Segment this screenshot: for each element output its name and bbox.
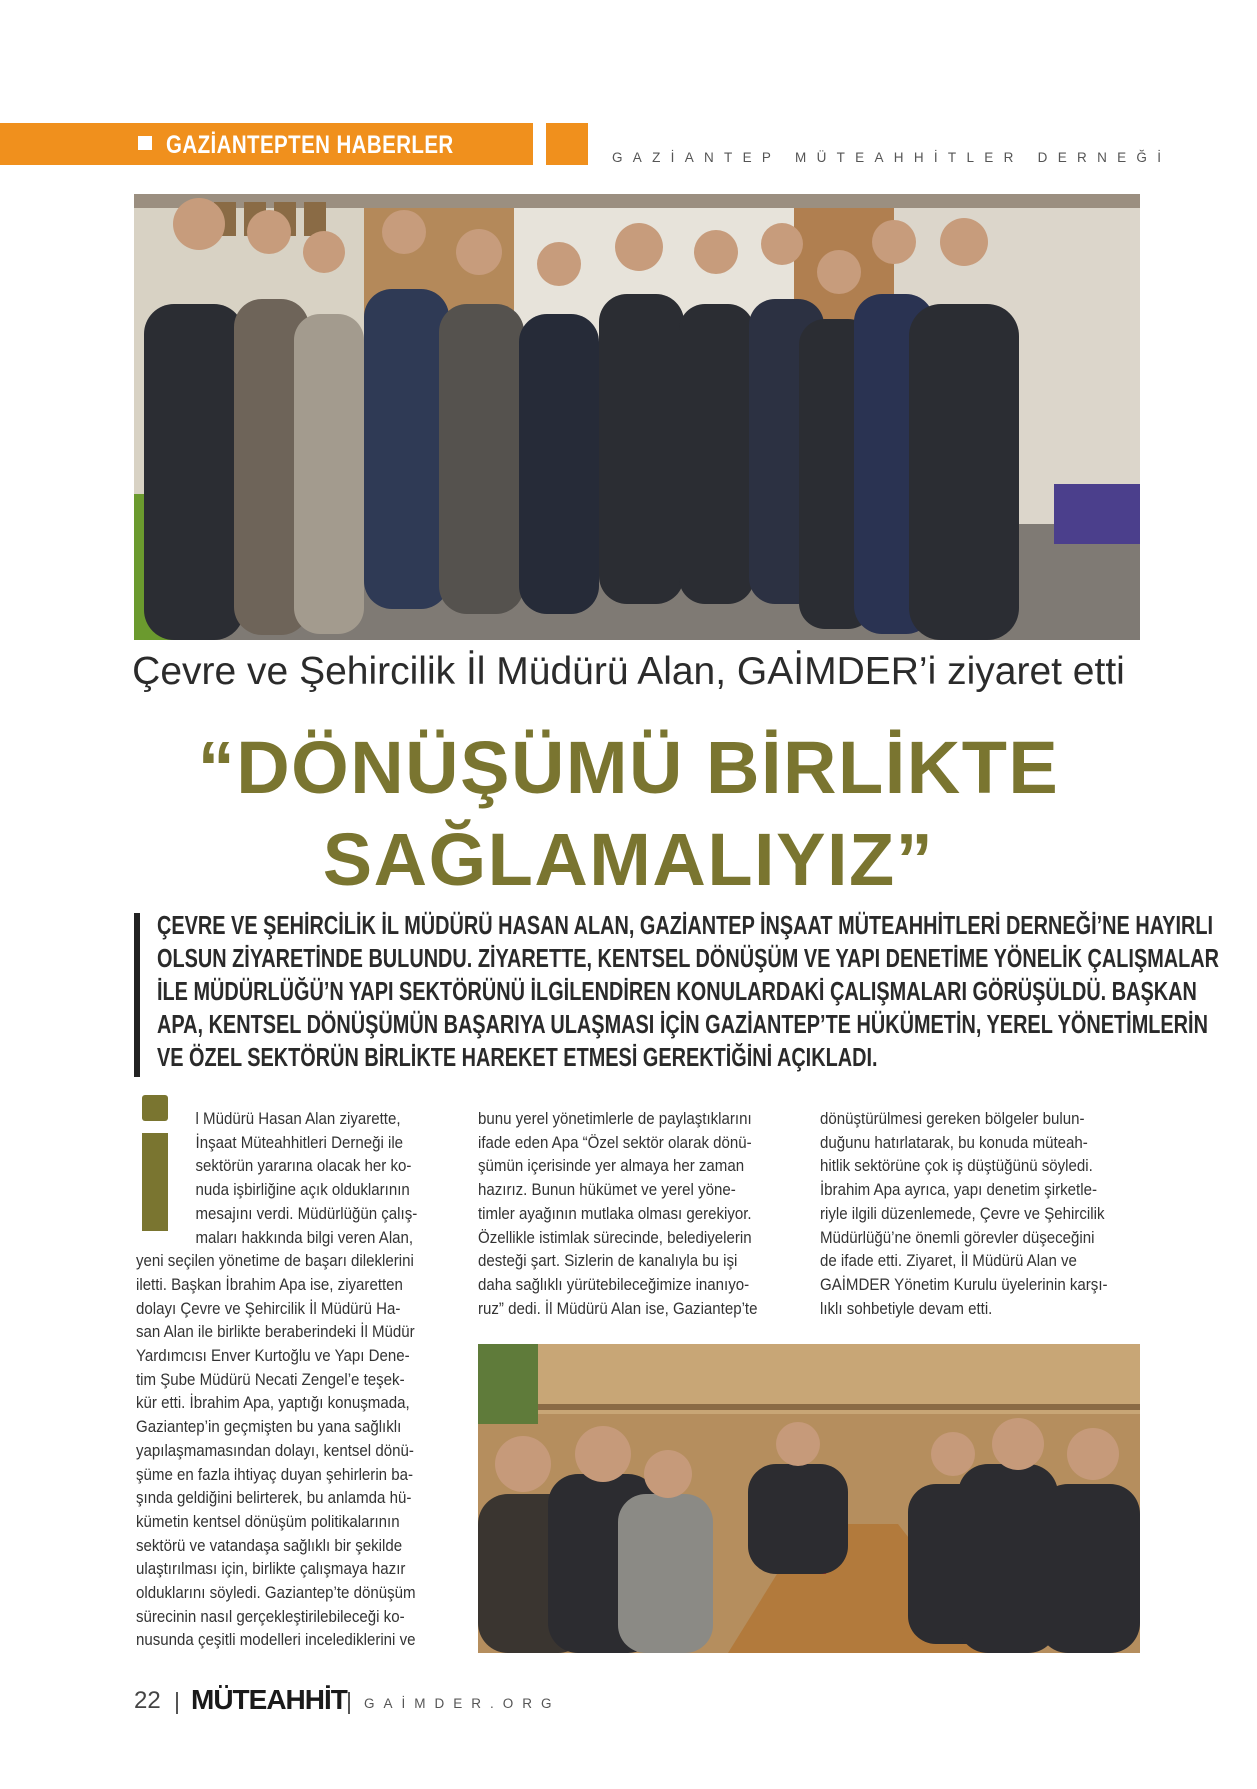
text-line: sektörün yararına olacak her ko- [195,1157,412,1176]
text-line: hitlik sektörüne çok iş düştüğünü söyledi. [820,1157,1093,1176]
text-line: l Müdürü Hasan Alan ziyarette, [195,1110,401,1128]
lead-line: VE ÖZEL SEKTÖRÜN BİRLİKTE HAREKET ETMESİ GEREKTİĞİNİ AÇIKLADI. [157,1044,878,1072]
meeting-photo [478,1344,1140,1653]
text-line: bunu yerel yönetimlerle de paylaştıklarını [478,1110,752,1128]
text-line: duğunu hatırlatarak, bu konuda müteah- [820,1133,1088,1152]
text-line: İbrahim Apa ayrıca, yapı denetim şirketle- [820,1181,1097,1200]
meeting-photo-illustration [478,1344,1140,1653]
text-line: kümetin kentsel dönüşüm politikalarının [136,1512,400,1531]
text-line: nusunda çeşitli modelleri incelediklerini ve [136,1631,416,1650]
lead-line: APA, KENTSEL DÖNÜŞÜMÜN BAŞARIYA ULAŞMASI İÇİN GAZİANTEP’TE HÜKÜMETİN, YEREL YÖNETİMLERİN [157,1011,1208,1039]
text-line: şüme en fazla ihtiyaç duyan şehirlerin ba- [136,1465,413,1484]
group-photo [134,194,1140,640]
text-line: yapılaşmamasından dolayı, kentsel dönü- [136,1441,414,1460]
article-title [0,722,1257,906]
text-line: daha sağlıklı yürütebileceğimize inanıyo- [478,1275,750,1294]
text-line: Müdürlüğü’ne önemli görevler düşeceğini [820,1228,1095,1247]
square-bullet-icon [138,136,152,150]
group-photo-illustration [134,194,1140,640]
text-line: kür etti. İbrahim Apa, yaptığı konuşmada, [136,1394,410,1413]
section-label: GAZİANTEPTEN HABERLER [166,131,454,159]
lead-line: OLSUN ZİYARETİNDE BULUNDU. ZİYARETTE, KENTSEL DÖNÜŞÜM VE YAPI DENETİME YÖNELİK ÇALIŞMALAR [157,945,1220,973]
text-line: san Alan ile birlikte beraberindeki İl Müdür [136,1323,415,1342]
text-line: timler ayağının mutlaka olması gerekiyor. [478,1204,752,1223]
article-subtitle: Çevre ve Şehircilik İl Müdürü Alan, GAİMDER’i ziyaret etti [132,650,1125,693]
text-line: sürecinin nasıl gerçekleştirilebileceği ko- [136,1607,405,1626]
title-line-1: “DÖNÜŞÜMÜ BİRLİKTE [197,726,1060,809]
text-line: Özellikle istimlak sürecinde, belediyelerin [478,1228,752,1247]
text-line: hazırız. Bunun hükümet ve yerel yöne- [478,1181,736,1200]
text-line: desteği şart. Sizlerin de kanalıyla bu işi [478,1252,738,1271]
header-accent-block [546,123,588,165]
lead-line: ÇEVRE VE ŞEHİRCİLİK İL MÜDÜRÜ HASAN ALAN, GAZİANTEP İNŞAAT MÜTEAHHİTLERİ DERNEĞİ’NE HAYIRLI [157,912,1214,940]
lead-paragraph [157,910,1220,1075]
lead-line: İLE MÜDÜRLÜĞÜ’N YAPI SEKTÖRÜNÜ İLGİLENDİREN KONULARDAKİ ÇALIŞMALARI GÖRÜŞÜLDÜ. BAŞKAN [157,978,1197,1006]
text-line: GAİMDER Yönetim Kurulu üyelerinin karşı- [820,1275,1108,1294]
text-line: maları hakkında bilgi veren Alan, [195,1228,414,1247]
text-line: riyle ilgili düzenlemede, Çevre ve Şehircilik [820,1204,1105,1223]
text-line: İnşaat Müteahhitleri Derneği ile [195,1133,404,1152]
text-line: ruz” dedi. İl Müdürü Alan ise, Gaziantep’te [478,1299,758,1318]
footer-divider [176,1692,178,1714]
footer-divider [348,1692,350,1714]
text-line: olduklarını söyledi. Gaziantep’te dönüşüm [136,1584,416,1603]
body-column-2 [478,1108,796,1321]
text-line: iletti. Başkan İbrahim Apa ise, ziyaretten [136,1275,403,1294]
magazine-logo: MÜTEAHHİT [191,1684,347,1715]
text-line: şümün içerisinde yer almaya her zaman [478,1157,745,1176]
organization-name: GAZİANTEP MÜTEAHHİTLER DERNEĞİ [612,150,1172,165]
text-line: dönüştürülmesi gereken bölgeler bulun- [820,1110,1085,1128]
lead-rule [134,913,140,1077]
text-line: mesajını verdi. Müdürlüğün çalış- [195,1204,418,1223]
page-number: 22 [134,1687,161,1714]
text-line: lıklı sohbetiyle devam etti. [820,1299,993,1318]
text-line: dolayı Çevre ve Şehircilik İl Müdürü Ha- [136,1299,401,1318]
text-line: Yardımcısı Enver Kurtoğlu ve Yapı Dene- [136,1347,410,1366]
body-column-3 [820,1108,1138,1321]
text-line: de ifade etti. Ziyaret, İl Müdürü Alan ve [820,1252,1077,1271]
website-link[interactable]: GAİMDER.ORG [364,1696,561,1711]
text-line: ulaştırılması için, birlikte çalışmaya hazır [136,1560,406,1579]
text-line: nuda işbirliğine açık olduklarının [195,1181,410,1200]
text-line: yeni seçilen yönetime de başarı dileklerini [136,1252,414,1271]
title-line-2: SAĞLAMALIYIZ” [322,818,935,901]
body-column-1 [136,1108,454,1653]
text-line: şında geldiğini belirterek, bu anlamda hü- [136,1489,412,1508]
text-line: ifade eden Apa “Özel sektör olarak dönü- [478,1133,752,1152]
text-line: tim Şube Müdürü Necati Zengel’e teşek- [136,1370,405,1389]
text-line: sektörü ve vatandaşa sağlıklı bir şekilde [136,1536,403,1555]
text-line: Gaziantep’in geçmişten bu yana sağlıklı [136,1418,402,1437]
